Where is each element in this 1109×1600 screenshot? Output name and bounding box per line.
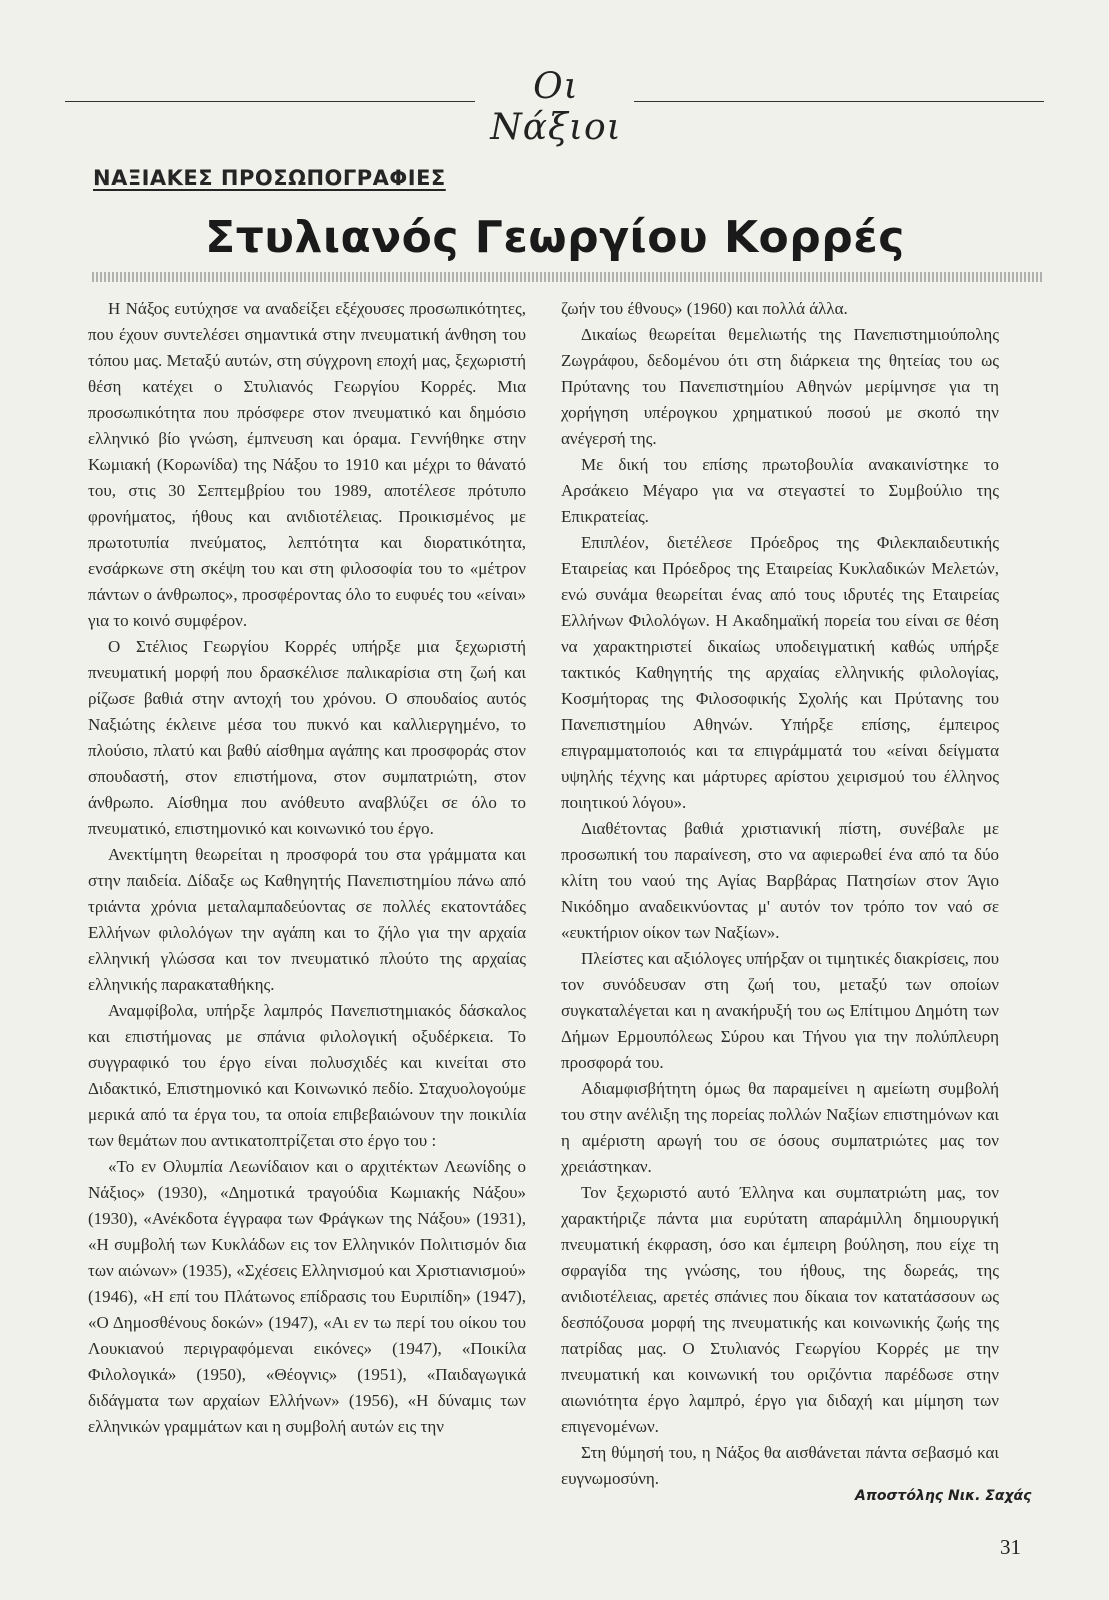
author-signature: Αποστόλης Νικ. Σαχάς: [855, 1488, 1032, 1504]
paragraph: Διαθέτοντας βαθιά χριστιανική πίστη, συνέβαλε με προσωπική του παραίνεση, στο να αφιερωθεί ένα από τα δύο κλίτη του ναού της Αγίας Βαρβάρας Πατησίων στον Άγιο Νικόδημο αναδεικνύοντας μ' αυτόν τον τρόπο τον ναό σε «ευκτήριον οίκον των Ναξίων».: [561, 819, 999, 942]
left-column: [88, 296, 526, 1440]
paragraph: Επιπλέον, διετέλεσε Πρόεδρος της Φιλεκπαιδευτικής Εταιρείας και Πρόεδρος της Εταιρείας Κυκλαδικών Μελετών, ενώ συνάμα θεωρείται ένας από τους ιδρυτές της Εταιρείας Ελλήνων Φιλολόγων. Η Ακαδημαϊκή πορεία του είναι σε θέση να χαρακτηριστεί δικαίως υποδειγματική καθώς υπήρξε τακτικός Καθηγητής της αρχαίας ελληνικής φιλολογίας, Κοσμήτορας της Φιλοσοφικής Σχολής και Πρύτανης του Πανεπιστημίου Αθηνών. Υπήρξε επίσης, έμπειρος επιγραμματοποιός και τα επιγράμματά του «είναι δείγματα υψηλής τέχνης και μάρτυρες αρίστου χειρισμού του έλληνος ποιητικού λόγου».: [561, 533, 999, 812]
header-rule-right: [634, 101, 1044, 102]
right-column: [561, 296, 999, 1492]
paragraph: ζωήν του έθνους» (1960) και πολλά άλλα.: [561, 299, 848, 318]
paragraph: «Το εν Ολυμπία Λεωνίδαιον και ο αρχιτέκτων Λεωνίδης ο Νάξιος» (1930), «Δημοτικά τραγούδια Κωμιακής Νάξου» (1930), «Ανέκδοτα έγγραφα των Φράγκων της Νάξου» (1931), «Η συμβολή των Κυκλάδων εις τον Ελληνικόν Πολιτισμόν δια των αιώνων» (1935), «Σχέσεις Ελληνισμού και Χριστιανισμού» (1946), «Η επί του Πλάτωνος επίδρασις του Ευριπίδη» (1947), «Ο Δημοσθένους δοκών» (1947), «Αι εν τω περί του οίκου του Λουκιανού περιγραφόμεναι εικόνες» (1947), «Ποικίλα Φιλολογικά» (1950), «Θέογνις» (1951), «Παιδαγωγικά διδάγματα των αρχαίων Ελλήνων» (1956), «Η δύναμις των ελληνικών γραμμάτων και η συμβολή αυτών εις την: [88, 1157, 526, 1436]
paragraph: Τον ξεχωριστό αυτό Έλληνα και συμπατριώτη μας, τον χαρακτήριζε πάντα μια ευρύτατη απαράμιλλη δημιουργική πνευματική έκφραση, όσο και έμπειρη βούληση, που είχε τη σφραγίδα της γνώσης, του ήθους, της δωρεάς, της ανιδιοτέλειας, αρετές σπάνιες που δίκαια τον κατατάσσουν ως δεσπόζουσα μορφή της πνευματικής και κοινωνικής ζωής της πατρίδας μας. Ο Στυλιανός Γεωργίου Κορρές με την πνευματική και κοινωνική του οριζόντια παρέδωσε στην αιωνιότητα έργο λαμπρό, έργο για διδαχή και μίμηση των επιγενομένων.: [561, 1183, 999, 1436]
paragraph: Δικαίως θεωρείται θεμελιωτής της Πανεπιστημιούπολης Ζωγράφου, δεδομένου ότι στη διάρκεια της θητείας του ως Πρύτανης του Πανεπιστημίου Αθηνών μερίμνησε για τη χορήγηση υπέρογκου χρηματικού ποσού με σκοπό την ανέγερσή της.: [561, 325, 999, 448]
paragraph: Πλείστες και αξιόλογες υπήρξαν οι τιμητικές διακρίσεις, που τον συνόδευσαν στη ζωή του, μεταξύ των οποίων συγκαταλέγεται και η ανακήρυξή του ως Επίτιμου Δημότη των Δήμων Ερμουπόλεως Σύρου και Τήνου για την πολύπλευρη προσφορά του.: [561, 949, 999, 1072]
header-rule-left: [65, 101, 475, 102]
paragraph: Με δική του επίσης πρωτοβουλία ανακαινίστηκε το Αρσάκειο Μέγαρο για να στεγαστεί το Συμβούλιο της Επικρατείας.: [561, 455, 999, 526]
paragraph: Ανεκτίμητη θεωρείται η προσφορά του στα γράμματα και στην παιδεία. Δίδαξε ως Καθηγητής Πανεπιστημίου πάνω από τριάντα χρόνια μεταλαμπαδεύοντας σε πολλές εκατοντάδες Ελλήνων φιλολόγων την αγάπη και το ζήλο για την αρχαία ελληνική γλώσσα και τον πνευματικό πλούτο της αρχαίας ελληνικής παρακαταθήκης.: [88, 845, 526, 994]
paragraph: Στη θύμησή του, η Νάξος θα αισθάνεται πάντα σεβασμό και ευγνωμοσύνη.: [561, 1443, 999, 1488]
article-title: Στυλιανός Γεωργίου Κορρές: [205, 212, 905, 263]
magazine-title: Οι Νάξιοι: [490, 66, 622, 148]
paragraph: Αδιαμφισβήτητη όμως θα παραμείνει η αμείωτη συμβολή του στην ανέλιξη της πορείας πολλών Ναξίων επιστημόνων και η αμέριστη αρωγή του σε όσους συμπατριώτες μας τον χρειάστηκαν.: [561, 1079, 999, 1176]
section-title: ΝΑΞΙΑΚΕΣ ΠΡΟΣΩΠΟΓΡΑΦΙΕΣ: [93, 166, 446, 190]
paragraph: Ο Στέλιος Γεωργίου Κορρές υπήρξε μια ξεχωριστή πνευματική μορφή που δρασκέλισε παλικαρίσια στη ζωή και ρίζωσε βαθιά στην αντοχή του χρόνου. Ο σπουδαίος αυτός Ναξιώτης έκλεινε μέσα του πυκνό και καλλιεργημένο, το πλούσιο, πλατύ και βαθύ αίσθημα αγάπης και προσφοράς στον σπουδαστή, στον επιστήμονα, στον συμπατριώτη, στον άνθρωπο. Αίσθημα που ανόθευτο αναβλύζει σε όλο το πνευματικό, επιστημονικό και κοινωνικό του έργο.: [88, 637, 526, 838]
paragraph: Αναμφίβολα, υπήρξε λαμπρός Πανεπιστημιακός δάσκαλος και επιστήμονας με σπάνια φιλολογική οξυδέρκεια. Το συγγραφικό του έργο είναι πολυσχιδές και κινείται στο Διδακτικό, Επιστημονικό και Κοινωνικό πεδίο. Σταχυολογούμε μερικά από τα έργα του, τα οποία επιβεβαιώνουν την ποικιλία των θεμάτων που αντικατοπτρίζεται στο έργο του :: [88, 1001, 526, 1150]
title-divider: [92, 272, 1042, 282]
page-number: 31: [1000, 1535, 1021, 1559]
paragraph: Η Νάξος ευτύχησε να αναδείξει εξέχουσες προσωπικότητες, που έχουν συντελέσει σημαντικά στην πνευματική άνθηση του τόπου μας. Μεταξύ αυτών, στη σύγχρονη εποχή μας, ξεχωριστή θέση κατέχει ο Στυλιανός Γεωργίου Κορρές. Μια προσωπικότητα που πρόσφερε στον πνευματικό και δημόσιο ελληνικό βίο γνώση, έμπνευση και όραμα. Γεννήθηκε στην Κωμιακή (Κορωνίδα) της Νάξου το 1910 και μέχρι το θάνατό του, στις 30 Σεπτεμβρίου του 1989, αποτέλεσε πρότυπο φρονήματος, ήθους και ανιδιοτέλειας. Προικισμένος με πρωτοτυπία πνεύματος, λεπτότητα και διορατικότητα, ενσάρκωνε στη σκέψη του και στη φιλοσοφία του το «μέτρον πάντων ο άνθρωπος», προσφέροντας όλο το ευφυές του «είναι» για το κοινό συμφέρον.: [88, 299, 526, 630]
